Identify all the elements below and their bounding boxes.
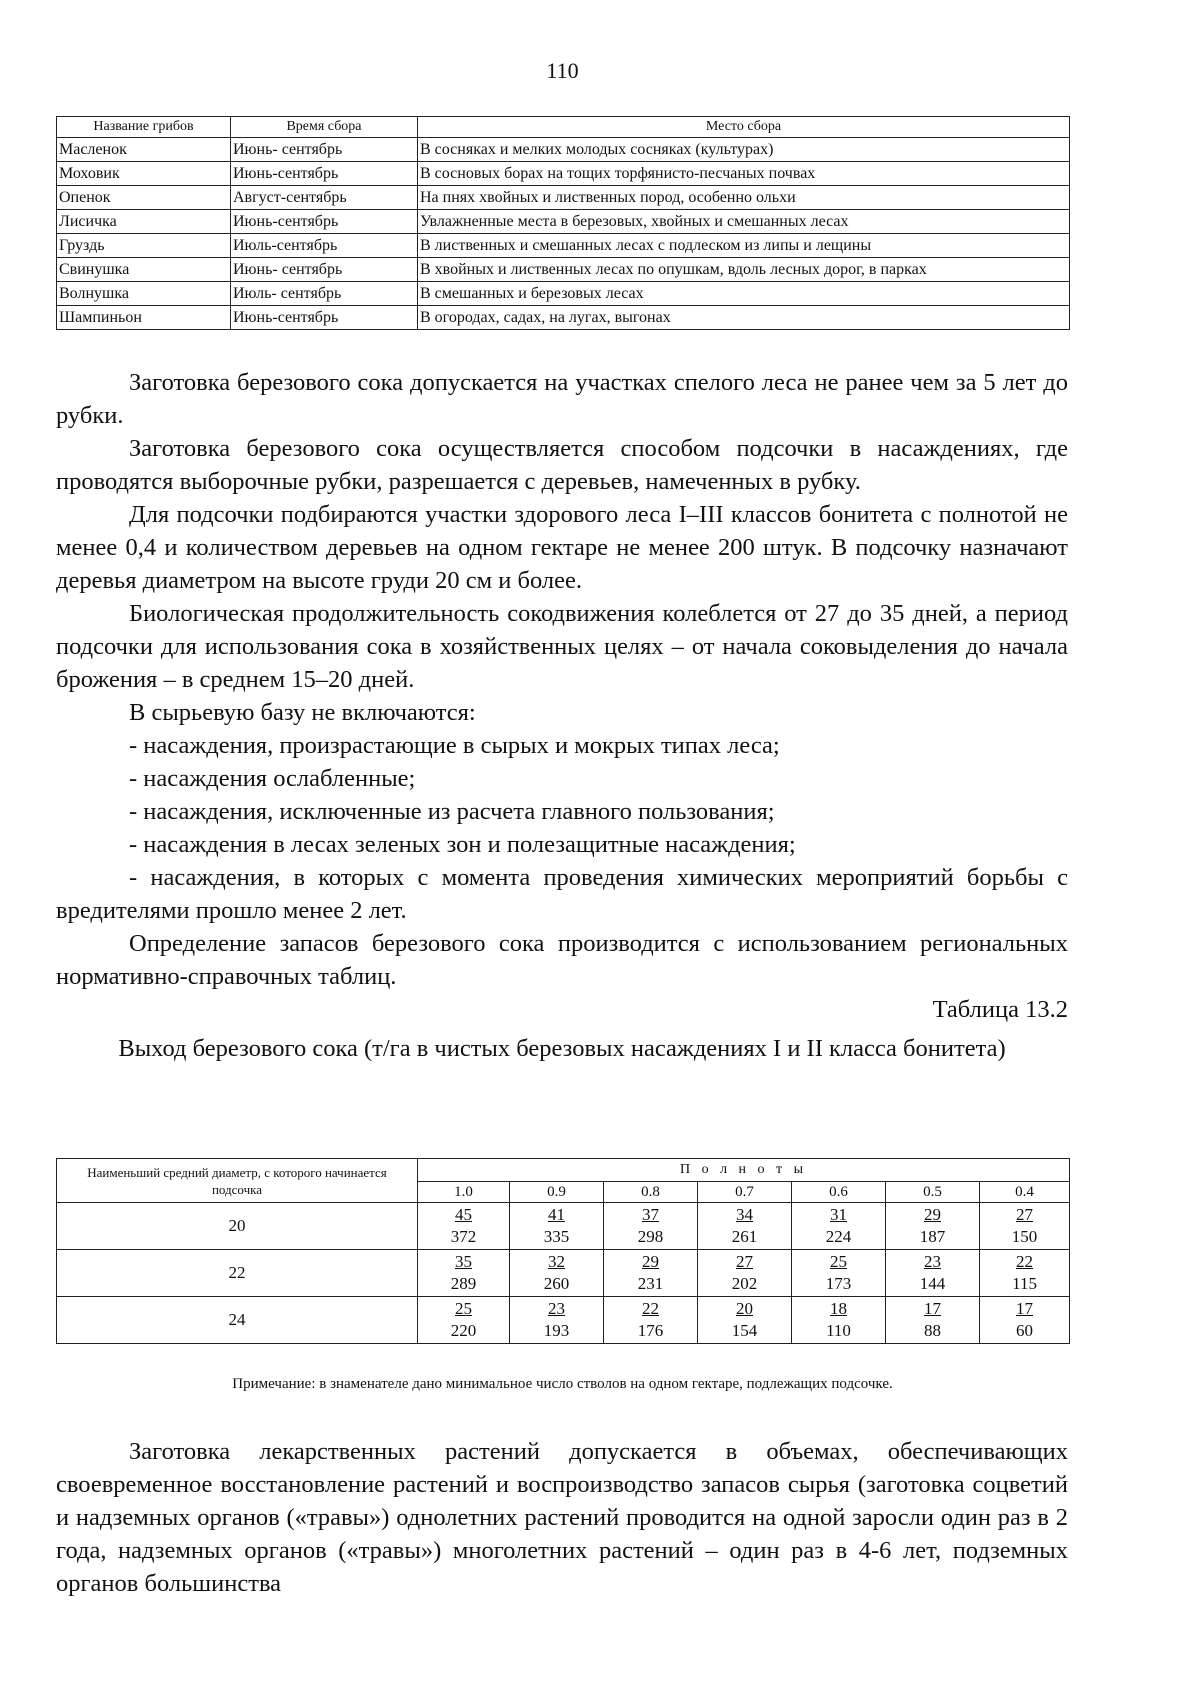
mushroom-table-header <box>57 117 1070 138</box>
sap-cell <box>604 1250 698 1297</box>
table-row <box>57 1203 1070 1250</box>
collection-place: В сосновых борах на тощих торфянисто-песчаных почвах <box>418 162 1070 186</box>
collection-place: На пнях хвойных и лиственных пород, особенно ольхи <box>418 186 1070 210</box>
collection-place: В хвойных и лиственных лесах по опушкам, вдоль лесных дорог, в парках <box>418 258 1070 282</box>
sap-yield: 17 <box>1016 1299 1034 1318</box>
mushroom-table <box>56 116 1070 330</box>
sap-yield: 23 <box>924 1252 941 1271</box>
table-note: Примечание: в знаменателе дано минимальное число стволов на одном гектаре, подлежащих подсочке. <box>232 1376 893 1392</box>
table-row <box>57 162 1070 186</box>
sap-cell <box>792 1203 886 1250</box>
trunk-count: 187 <box>919 1227 946 1246</box>
sap-cell <box>510 1203 604 1250</box>
collection-time: Июнь- сентябрь <box>231 138 418 162</box>
sap-yield: 34 <box>736 1205 753 1224</box>
sap-yield: 37 <box>642 1205 659 1224</box>
collection-place: Увлажненные места в березовых, хвойных и смешанных лесах <box>418 210 1070 234</box>
sap-yield: 29 <box>642 1252 659 1271</box>
header-min-diameter: Наименьший средний диаметр, с которого начинается подсочка <box>57 1159 418 1203</box>
sap-table-header-row <box>57 1159 1070 1182</box>
trunk-count: 224 <box>825 1227 852 1246</box>
sap-yield: 18 <box>830 1299 847 1318</box>
header-collection-time: Время сбора <box>231 117 418 138</box>
collection-place: В лиственных и смешанных лесах с подлеском из липы и лещины <box>418 234 1070 258</box>
mushroom-name: Моховик <box>57 162 231 186</box>
sap-yield: 45 <box>455 1205 472 1224</box>
birch-sap-table <box>56 1158 1070 1344</box>
trunk-count: 261 <box>731 1227 758 1246</box>
sap-cell <box>980 1203 1070 1250</box>
polnota-value: 0.7 <box>698 1182 792 1203</box>
mushroom-name: Волнушка <box>57 282 231 306</box>
trunk-count: 144 <box>919 1274 946 1293</box>
list-item: - насаждения, произрастающие в сырых и мокрых типах леса; <box>129 732 780 759</box>
polnota-value: 1.0 <box>418 1182 510 1203</box>
sap-cell <box>604 1203 698 1250</box>
trunk-count: 193 <box>543 1321 570 1340</box>
sap-yield: 25 <box>830 1252 847 1271</box>
trunk-count: 202 <box>731 1274 758 1293</box>
polnota-value: 0.4 <box>980 1182 1070 1203</box>
sap-yield: 32 <box>548 1252 565 1271</box>
table-row <box>57 138 1070 162</box>
sap-yield: 25 <box>455 1299 472 1318</box>
trunk-count: 154 <box>731 1321 758 1340</box>
paragraph: Заготовка березового сока допускается на участках спелого леса не ранее чем за 5 лет до рубки. <box>56 369 1068 429</box>
table-row <box>57 210 1070 234</box>
table-row <box>57 234 1070 258</box>
trunk-count: 372 <box>450 1227 477 1246</box>
sap-cell <box>418 1250 510 1297</box>
collection-time: Июль- сентябрь <box>231 282 418 306</box>
table-number: Таблица 13.2 <box>932 996 1068 1023</box>
polnota-value: 0.9 <box>510 1182 604 1203</box>
mushroom-name: Масленок <box>57 138 231 162</box>
main-text <box>56 366 1068 1066</box>
trunk-count: 220 <box>450 1321 477 1340</box>
paragraph: Заготовка лекарственных растений допускается в объемах, обеспечивающих своевременное восстановление растений и воспроизводство запасов сырья (заготовка соцветий и надземных органов («травы») однолетних растений проводится на одной заросли один раз в 2 года, надземных органов («травы») многолетних растений – один раз в 4-6 лет, подземных органов большинства <box>56 1438 1068 1597</box>
diameter-cell: 20 <box>57 1203 418 1250</box>
trunk-count: 115 <box>1012 1274 1037 1293</box>
sap-cell <box>886 1250 980 1297</box>
collection-time: Август-сентябрь <box>231 186 418 210</box>
table-row <box>57 1297 1070 1344</box>
sap-cell <box>792 1250 886 1297</box>
sap-yield: 17 <box>924 1299 941 1318</box>
collection-time: Июнь- сентябрь <box>231 258 418 282</box>
sap-cell <box>792 1297 886 1344</box>
sap-cell <box>510 1297 604 1344</box>
mushroom-name: Опенок <box>57 186 231 210</box>
sap-cell <box>980 1297 1070 1344</box>
paragraph: Биологическая продолжительность сокодвижения колеблется от 27 до 35 дней, а период подсочки для использования сока в хозяйственных целях – от начала соковыделения до начала брожения – в среднем 15–20 дней. <box>56 600 1068 693</box>
list-item: - насаждения, в которых с момента проведения химических мероприятий борьбы с вредителями прошло менее 2 лет. <box>56 864 1068 924</box>
sap-yield: 29 <box>924 1205 941 1224</box>
mushroom-name: Шампиньон <box>57 306 231 330</box>
sap-cell <box>980 1250 1070 1297</box>
sap-cell <box>698 1297 792 1344</box>
sap-yield: 41 <box>548 1205 565 1224</box>
sap-cell <box>418 1203 510 1250</box>
sap-cell <box>604 1297 698 1344</box>
table-row <box>57 306 1070 330</box>
sap-yield: 20 <box>736 1299 753 1318</box>
list-item: - насаждения в лесах зеленых зон и полезащитные насаждения; <box>129 831 796 858</box>
mushroom-name: Лисичка <box>57 210 231 234</box>
trunk-count: 231 <box>637 1274 664 1293</box>
diameter-cell: 24 <box>57 1297 418 1344</box>
polnota-value: 0.5 <box>886 1182 980 1203</box>
sap-yield: 22 <box>1016 1252 1034 1271</box>
trunk-count: 176 <box>637 1321 664 1340</box>
header-mushroom-name: Название грибов <box>57 117 231 138</box>
diameter-cell: 22 <box>57 1250 418 1297</box>
trunk-count: 150 <box>1011 1227 1038 1246</box>
sap-yield: 31 <box>830 1205 847 1224</box>
sap-cell <box>510 1250 604 1297</box>
sap-cell <box>418 1297 510 1344</box>
trunk-count: 88 <box>924 1321 941 1340</box>
collection-place: В огородах, садах, на лугах, выгонах <box>418 306 1070 330</box>
sap-cell <box>698 1203 792 1250</box>
polnota-value: 0.8 <box>604 1182 698 1203</box>
collection-place: В смешанных и березовых лесах <box>418 282 1070 306</box>
trunk-count: 110 <box>826 1321 851 1340</box>
trunk-count: 335 <box>543 1227 570 1246</box>
paragraph: В сырьевую базу не включаются: <box>129 699 476 726</box>
table-row <box>57 282 1070 306</box>
trunk-count: 289 <box>450 1274 477 1293</box>
header-polnoty: П о л н о т ы <box>418 1159 1070 1182</box>
sap-cell <box>698 1250 792 1297</box>
list-item: - насаждения ослабленные; <box>129 765 416 792</box>
table-row <box>57 1250 1070 1297</box>
paragraph: Для подсочки подбираются участки здорового леса I–III классов бонитета с полнотой не менее 0,4 и количеством деревьев на одном гектаре не менее 200 штук. В подсочку назначают деревья диаметром на высоте груди 20 см и более. <box>56 501 1068 594</box>
collection-time: Июль-сентябрь <box>231 234 418 258</box>
sap-cell <box>886 1203 980 1250</box>
collection-time: Июнь-сентябрь <box>231 162 418 186</box>
table-row <box>57 186 1070 210</box>
paragraph: Определение запасов березового сока производится с использованием региональных нормативно-справочных таблиц. <box>56 930 1068 990</box>
mushroom-name: Груздь <box>57 234 231 258</box>
header-collection-place: Место сбора <box>418 117 1070 138</box>
sap-yield: 27 <box>736 1252 753 1271</box>
list-item: - насаждения, исключенные из расчета главного пользования; <box>129 798 775 825</box>
sap-yield: 35 <box>455 1252 472 1271</box>
collection-time: Июнь-сентябрь <box>231 306 418 330</box>
mushroom-name: Свинушка <box>57 258 231 282</box>
trunk-count: 173 <box>825 1274 852 1293</box>
sap-yield: 22 <box>642 1299 659 1318</box>
paragraph: Заготовка березового сока осуществляется способом подсочки в насаждениях, где проводятся выборочные рубки, разрешается с деревьев, намеченных в рубку. <box>56 435 1068 495</box>
polnota-value: 0.6 <box>792 1182 886 1203</box>
sap-cell <box>886 1297 980 1344</box>
trunk-count: 260 <box>543 1274 570 1293</box>
table-row <box>57 258 1070 282</box>
final-text <box>56 1435 1068 1600</box>
collection-time: Июнь-сентябрь <box>231 210 418 234</box>
trunk-count: 60 <box>1016 1321 1034 1340</box>
table-title: Выход березового сока (т/га в чистых березовых насаждениях I и II класса бонитета) <box>118 1035 1006 1062</box>
trunk-count: 298 <box>637 1227 664 1246</box>
sap-yield: 27 <box>1016 1205 1034 1224</box>
collection-place: В сосняках и мелких молодых сосняках (культурах) <box>418 138 1070 162</box>
page-number: 110 <box>546 58 579 83</box>
sap-yield: 23 <box>548 1299 565 1318</box>
